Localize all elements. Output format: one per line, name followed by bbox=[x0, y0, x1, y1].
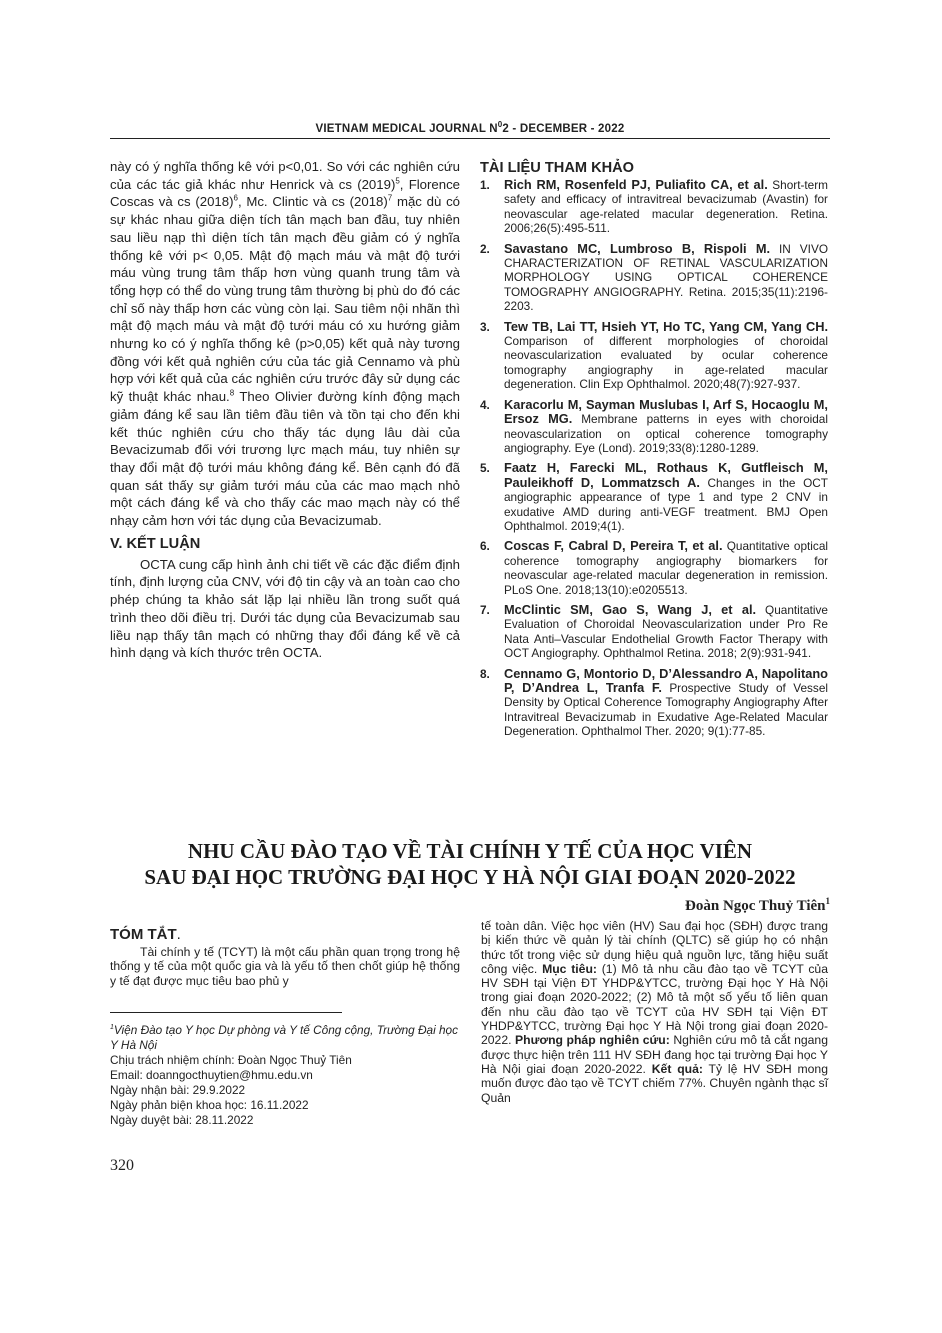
ref-authors: Cennamo G, Montorio D, D’Alessandro A, Napolitano P, D’Andrea L, Tranfa F. bbox=[504, 665, 828, 695]
affiliation-text: Viện Đào tạo Y học Dự phòng và Y tế Công cộng, Trường Đại học Y Hà Nội bbox=[110, 1022, 459, 1052]
reference-item bbox=[480, 603, 828, 661]
citation-sup: 6 bbox=[233, 194, 238, 204]
ref-text: Quantitative optical coherence tomography angiography biomarkers for neovascular age-related macular degeneration in remission. PLoS One. 2018;13(10):e0205513. bbox=[504, 539, 828, 597]
title-line-1: NHU CẦU ĐÀO TẠO VỀ TÀI CHÍNH Y TẾ CỦA HỌC VIÊN bbox=[187, 839, 753, 863]
ref-number: 2. bbox=[480, 241, 490, 256]
conclusion-paragraph: OCTA cung cấp hình ảnh chi tiết về các đặc điểm định tính, định lượng của CNV, với độ tin cậy và an toàn cao cho phép chúng ta khảo sát lặp lại nhiều lần trong suốt quá trình theo dõi điều trị. Dưới tác dụng của Bevacizumab sau liều nạp thấy tân mạch có những thay đổi đáng kể về cả hình dạng và kích thước trên OCTA. bbox=[110, 556, 460, 661]
author-name bbox=[685, 896, 830, 915]
ref-authors: Rich RM, Rosenfeld PJ, Puliafito CA, et al. bbox=[504, 177, 768, 192]
date-reviewed: Ngày phản biện khoa học: 16.11.2022 bbox=[110, 1097, 309, 1112]
reference-list bbox=[480, 178, 828, 739]
abstract-text: (1) Mô tả nhu cầu đào tạo về TCYT của HV SĐH tại Viện ĐT YHDP&YTCC, trường Đại học Y Hà Nội trong giai đoạn 2020-2022; (2) Mô tả một số yếu tố liên quan đến nhu cầu đào tạo về TCYT của HV SĐH tại Viện ĐT YHDP&YTCC, trường Đại học Y Hà Nội trong giai đoạn 2020-2022. bbox=[481, 961, 828, 1048]
left-column bbox=[110, 158, 460, 662]
abstract-heading-dot: . bbox=[176, 926, 181, 943]
abstract-text: Nghiên cứu mô tả cắt ngang được thực hiện trên 111 HV SĐH đang học tại trường Đại học Y Hà Nội giai đoạn 2020-2022. bbox=[481, 1033, 828, 1076]
running-header bbox=[110, 120, 830, 139]
affiliation-sup: 1 bbox=[110, 1024, 114, 1031]
ref-text: Comparison of different morphologies of choroidal neovascularization evaluated by ocular coherence tomography angiography in age-related macular degeneration. Clin Exp Ophthalmol. 2020;48(7):927-937. bbox=[504, 334, 828, 392]
author-text: Đoàn Ngọc Thuỷ Tiên bbox=[685, 898, 826, 914]
title-line-2: SAU ĐẠI HỌC TRƯỜNG ĐẠI HỌC Y HÀ NỘI GIAI ĐOẠN 2020-2022 bbox=[144, 865, 796, 889]
abstract-text-left: Tài chính y tế (TCYT) là một cấu phần quan trọng trong hệ thống y tế của một quốc gia và là yếu tố then chốt giúp hệ thống y tế đạt được mục tiêu bao phủ y bbox=[110, 945, 460, 988]
discussion-text: , Florence Coscas và cs (2018) bbox=[110, 176, 460, 210]
citation-sup: 7 bbox=[387, 194, 393, 204]
ref-authors: Tew TB, Lai TT, Hsieh YT, Ho TC, Yang CM, Yang CH. bbox=[504, 318, 828, 334]
discussion-paragraph bbox=[110, 158, 460, 530]
ref-text: Changes in the OCT angiographic appearance of type 1 and type 2 CNV in exudative AMD during anti-VEGF treatment. BMJ Open Ophthalmol. 2019;4(1). bbox=[504, 475, 828, 533]
abstract-left bbox=[110, 926, 460, 988]
ref-text: IN VIVO CHARACTERIZATION OF RETINAL VASCULARIZATION MORPHOLOGY USING OPTICAL COHERENCE TOMOGRAPHY ANGIOGRAPHY. Retina. 2015;35(11):2196-2203. bbox=[504, 241, 828, 314]
abstract-label: Phương pháp nghiên cứu: bbox=[515, 1033, 670, 1048]
reference-item bbox=[480, 539, 828, 597]
author-sup: 1 bbox=[825, 896, 830, 906]
ref-authors: Savastano MC, Lumbroso B, Rispoli M. bbox=[504, 240, 771, 256]
abstract-label: Kết quả: bbox=[651, 1061, 703, 1076]
ref-number: 4. bbox=[480, 397, 490, 412]
reference-item bbox=[480, 242, 828, 314]
abstract-text: Tỷ lệ HV SĐH mong muốn được đào tạo về TCYT chiếm 77%. Chuyên ngành thạc sĩ Quản bbox=[481, 1061, 828, 1105]
ref-authors: McClintic SM, Gao S, Wang J, et al. bbox=[504, 601, 757, 617]
ref-number: 3. bbox=[480, 319, 490, 334]
discussion-text: mặc dù có sự khác nhau giữa diện tích tân mạch ban đầu, tuy nhiên sau liều nạp thì diện tích tân mạch đều giảm có ý nghĩa thống kê với p< 0,05. Mật độ mạch máu và mật độ tưới máu vùng trung tâm thấp hơn vùng quanh trung tâm và tổng hợp có thể do vùng trung tâm thường bị phù do đó các chỉ số này thấp hơn các vùng còn lại. Sau tiêm nội nhãn thì mật độ mạch máu và mật độ tưới máu có xu hướng giảm nhưng ko có ý nghĩa thống kê (p>0,05) kết quả này tương đồng với kết quả nghiên cứu của tác giả Cennamo và phù hợp với kết quả của các nghiên cứu trước đây sử dụng các kỹ thuật khác nhau. bbox=[110, 194, 460, 405]
abstract-label: Mục tiêu: bbox=[542, 961, 597, 976]
ref-text: Prospective Study of Vessel Density by Optical Coherence Tomography Angiography After Intravitreal Bevacizumab in Exudative Age-Related Macular Degeneration. Ophthalmol Ther. 2020; 9(1):77-85. bbox=[504, 681, 828, 739]
ref-authors: Karacorlu M, Sayman Muslubas I, Arf S, Hocaoglu M, Ersoz MG. bbox=[504, 396, 828, 427]
reference-item bbox=[480, 320, 828, 392]
ref-number: 6. bbox=[480, 539, 490, 554]
discussion-text: , Mc. Clintic và cs (2018) bbox=[237, 194, 388, 210]
citation-sup: 5 bbox=[395, 176, 400, 186]
discussion-text: này có ý nghĩa thống kê với p<0,01. So với các nghiên cứu của các tác giả khác như Henrick và cs (2019) bbox=[110, 159, 460, 192]
references-heading: TÀI LIỆU THAM KHẢO bbox=[480, 160, 635, 176]
issue-sup: 0 bbox=[497, 120, 503, 129]
ref-number: 1. bbox=[480, 178, 490, 192]
page-number: 320 bbox=[110, 1157, 134, 1174]
footnotes bbox=[110, 1020, 460, 1128]
ref-authors: Faatz H, Farecki ML, Rothaus K, Gutfleisch M, Pauleikhoff D, Lommatzsch A. bbox=[504, 460, 828, 490]
responsible-author: Chịu trách nhiệm chính: Đoàn Ngọc Thuỷ Tiên bbox=[110, 1052, 352, 1067]
date-received: Ngày nhận bài: 29.9.2022 bbox=[110, 1082, 246, 1097]
ref-text: Short-term safety and efficacy of intravitreal bevacizumab (Avastin) for neovascular age-related macular degeneration. Retina. 2006;26(5):495-511. bbox=[504, 178, 828, 236]
date-approved: Ngày duyệt bài: 28.11.2022 bbox=[110, 1112, 254, 1127]
abstract-text-right bbox=[481, 919, 828, 1105]
ref-number: 7. bbox=[480, 602, 490, 617]
ref-authors: Coscas F, Cabral D, Pereira T, et al. bbox=[504, 538, 723, 554]
abstract-heading-text: TÓM TẮT bbox=[110, 926, 177, 943]
references-column bbox=[480, 158, 828, 745]
reference-item bbox=[480, 398, 828, 456]
issue-date: 2 - DECEMBER - 2022 bbox=[502, 122, 625, 135]
abstract-text: tế toàn dân. Việc học viên (HV) Sau đại học (SĐH) được trang bị kiến thức về quản lý tài chính (QLTC) sẽ giúp họ có nhận thức tốt trong việc sử dụng hiệu quả nguồn lực, tăng hiệu suất công việc. bbox=[481, 919, 828, 976]
article-title bbox=[110, 838, 830, 890]
footnote-divider bbox=[110, 1012, 342, 1013]
abstract-heading bbox=[110, 926, 460, 943]
abstract-right bbox=[481, 919, 828, 1105]
ref-text: Quantitative Evaluation of Choroidal Neovascularization under Pro Re Nata Anti–Vascular Endothelial Growth Factor Therapy with OCT Angiography. Ophthalmol Retina. 2018; 2(9):931-941. bbox=[504, 602, 828, 661]
journal-name: VIETNAM MEDICAL JOURNAL N bbox=[315, 122, 498, 135]
citation-sup: 8 bbox=[229, 388, 235, 398]
reference-item bbox=[480, 461, 828, 533]
email: Email: doanngocthuytien@hmu.edu.vn bbox=[110, 1067, 313, 1082]
reference-item bbox=[480, 178, 828, 236]
discussion-text: Theo Olivier đường kính động mạch giảm đáng kể sau lần tiêm đầu tiên và tồn tại cho đến khi kết thúc nghiên cứu cho thấy tác dụng lâu dài của Bevacizumab đối với trương lực mạch máu, tuy nhiên sự thay đổi mật độ tưới máu không đáng kể. Bên cạnh đó đã quan sát thấy sự giảm tưới máu của các mao mạch nhỏ một cách đáng kể và cho thấy các mao mạch này có thể nhạy cảm hơn với tác dụng của Bevacizumab. bbox=[110, 389, 460, 529]
ref-text: Membrane patterns in eyes with choroidal neovascularization on optical coherence tomography angiography. Eye (Lond). 2019;33(8):1280-1289. bbox=[504, 412, 828, 455]
reference-item bbox=[480, 667, 828, 739]
conclusion-heading: V. KẾT LUẬN bbox=[110, 535, 201, 552]
affiliation bbox=[110, 1020, 460, 1053]
ref-number: 8. bbox=[480, 666, 490, 681]
ref-number: 5. bbox=[480, 461, 490, 476]
